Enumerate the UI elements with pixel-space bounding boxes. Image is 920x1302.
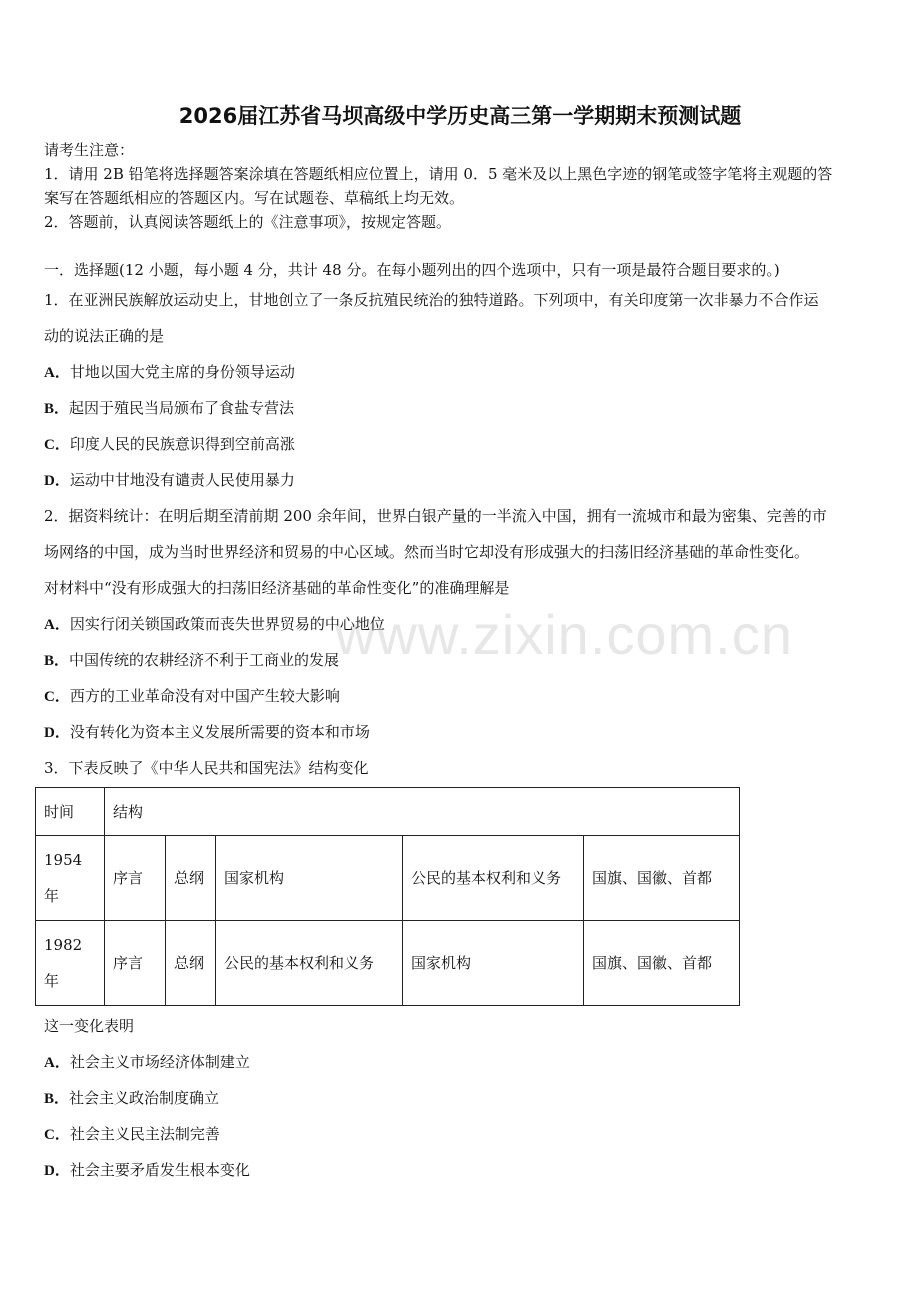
table-cell: 总纲 <box>166 836 216 921</box>
option-letter: D． <box>44 725 70 741</box>
option-letter: C． <box>44 1127 70 1143</box>
option-text: 社会主要矛盾发生根本变化 <box>69 1161 250 1179</box>
option-text: 起因于殖民当局颁布了食盐专营法 <box>69 399 295 417</box>
header-time: 时间 <box>36 788 105 836</box>
table-row <box>36 836 740 921</box>
q1-stem-line-1: 1．在亚洲民族解放运动史上，甘地创立了一条反抗殖民统治的独特道路。下列项中，有关印度第一次非暴力不合作运 <box>44 291 819 309</box>
row-year-unit: 年 <box>44 887 60 905</box>
option-letter: A． <box>44 365 70 381</box>
q1-option-b <box>44 398 294 419</box>
option-letter: B． <box>44 401 70 417</box>
row-year: 1982 <box>44 936 83 954</box>
table-cell: 公民的基本权利和义务 <box>216 921 403 1006</box>
table-cell: 国旗、国徽、首都 <box>584 921 740 1006</box>
q2-stem-line-1: 2．据资料统计：在明后期至清前期 200 余年间，世界白银产量的一半流入中国，拥有一流城市和最为密集、完善的市 <box>44 507 827 525</box>
q3-option-b <box>44 1088 219 1109</box>
row-year: 1954 <box>44 851 83 869</box>
section-heading: 一．选择题(12 小题，每小题 4 分，共计 48 分。在每小题列出的四个选项中，只有一项是最符合题目要求的。) <box>44 261 780 279</box>
option-text: 印度人民的民族意识得到空前高涨 <box>69 435 295 453</box>
table-cell: 总纲 <box>166 921 216 1006</box>
row-year-cell <box>36 921 105 1006</box>
header-structure: 结构 <box>105 788 740 836</box>
option-text: 甘地以国大党主席的身份领导运动 <box>69 363 295 381</box>
table-cell: 序言 <box>105 836 166 921</box>
q3-option-d <box>44 1160 250 1181</box>
option-letter: D． <box>44 1163 70 1179</box>
option-text: 中国传统的农耕经济不利于工商业的发展 <box>69 651 340 669</box>
watermark: www.zixin.com.cn <box>335 603 793 666</box>
q2-option-a <box>44 614 385 635</box>
table-cell: 序言 <box>105 921 166 1006</box>
table-cell: 公民的基本权利和义务 <box>403 836 584 921</box>
exam-title: 2026届江苏省马坝高级中学历史高三第一学期期末预测试题 <box>178 104 742 128</box>
option-text: 因实行闭关锁国政策而丧失世界贸易的中心地位 <box>69 615 385 633</box>
constitution-structure-table <box>35 787 740 1006</box>
table-cell: 国家机构 <box>403 921 584 1006</box>
q1-option-c <box>44 434 295 455</box>
q2-option-c <box>44 686 340 707</box>
row-year-cell <box>36 836 105 921</box>
option-letter: A． <box>44 617 70 633</box>
option-letter: B． <box>44 1091 70 1107</box>
q1-option-d <box>44 470 295 491</box>
q2-stem-line-2: 场网络的中国，成为当时世界经济和贸易的中心区域。然而当时它却没有形成强大的扫荡旧经济基础的革命性变化。 <box>44 543 810 561</box>
option-text: 社会主义市场经济体制建立 <box>69 1053 250 1071</box>
table-cell: 国家机构 <box>216 836 403 921</box>
table-cell: 国旗、国徽、首都 <box>584 836 740 921</box>
q2-option-b <box>44 650 339 671</box>
option-text: 社会主义政治制度确立 <box>69 1089 220 1107</box>
option-letter: D． <box>44 473 70 489</box>
notice-heading: 请考生注意： <box>44 141 135 159</box>
option-text: 运动中甘地没有谴责人民使用暴力 <box>69 471 295 489</box>
notice-item-2: 2．答题前，认真阅读答题纸上的《注意事项》，按规定答题。 <box>44 213 452 231</box>
option-letter: A． <box>44 1055 70 1071</box>
table-row <box>36 921 740 1006</box>
option-text: 社会主义民主法制完善 <box>69 1125 220 1143</box>
option-text: 西方的工业革命没有对中国产生较大影响 <box>69 687 340 705</box>
option-letter: C． <box>44 437 70 453</box>
option-letter: C． <box>44 689 70 705</box>
q2-stem-line-3: 对材料中“没有形成强大的扫荡旧经济基础的革命性变化”的准确理解是 <box>44 579 510 597</box>
notice-item-1-line-2: 案写在答题纸相应的答题区内。写在试题卷、草稿纸上均无效。 <box>44 189 465 207</box>
option-letter: B． <box>44 653 70 669</box>
q1-option-a <box>44 362 295 383</box>
q1-stem-line-2: 动的说法正确的是 <box>44 327 165 345</box>
table-header-row <box>36 788 740 836</box>
q2-option-d <box>44 722 370 743</box>
q3-option-a <box>44 1052 250 1073</box>
q3-after-table: 这一变化表明 <box>44 1017 135 1035</box>
q3-stem: 3．下表反映了《中华人民共和国宪法》结构变化 <box>44 759 369 777</box>
notice-item-1-line-1: 1．请用 2B 铅笔将选择题答案涂填在答题纸相应位置上，请用 0．5 毫米及以上黑色字迹的钢笔或签字笔将主观题的答 <box>44 165 833 183</box>
row-year-unit: 年 <box>44 972 60 990</box>
q3-option-c <box>44 1124 220 1145</box>
option-text: 没有转化为资本主义发展所需要的资本和市场 <box>69 723 370 741</box>
